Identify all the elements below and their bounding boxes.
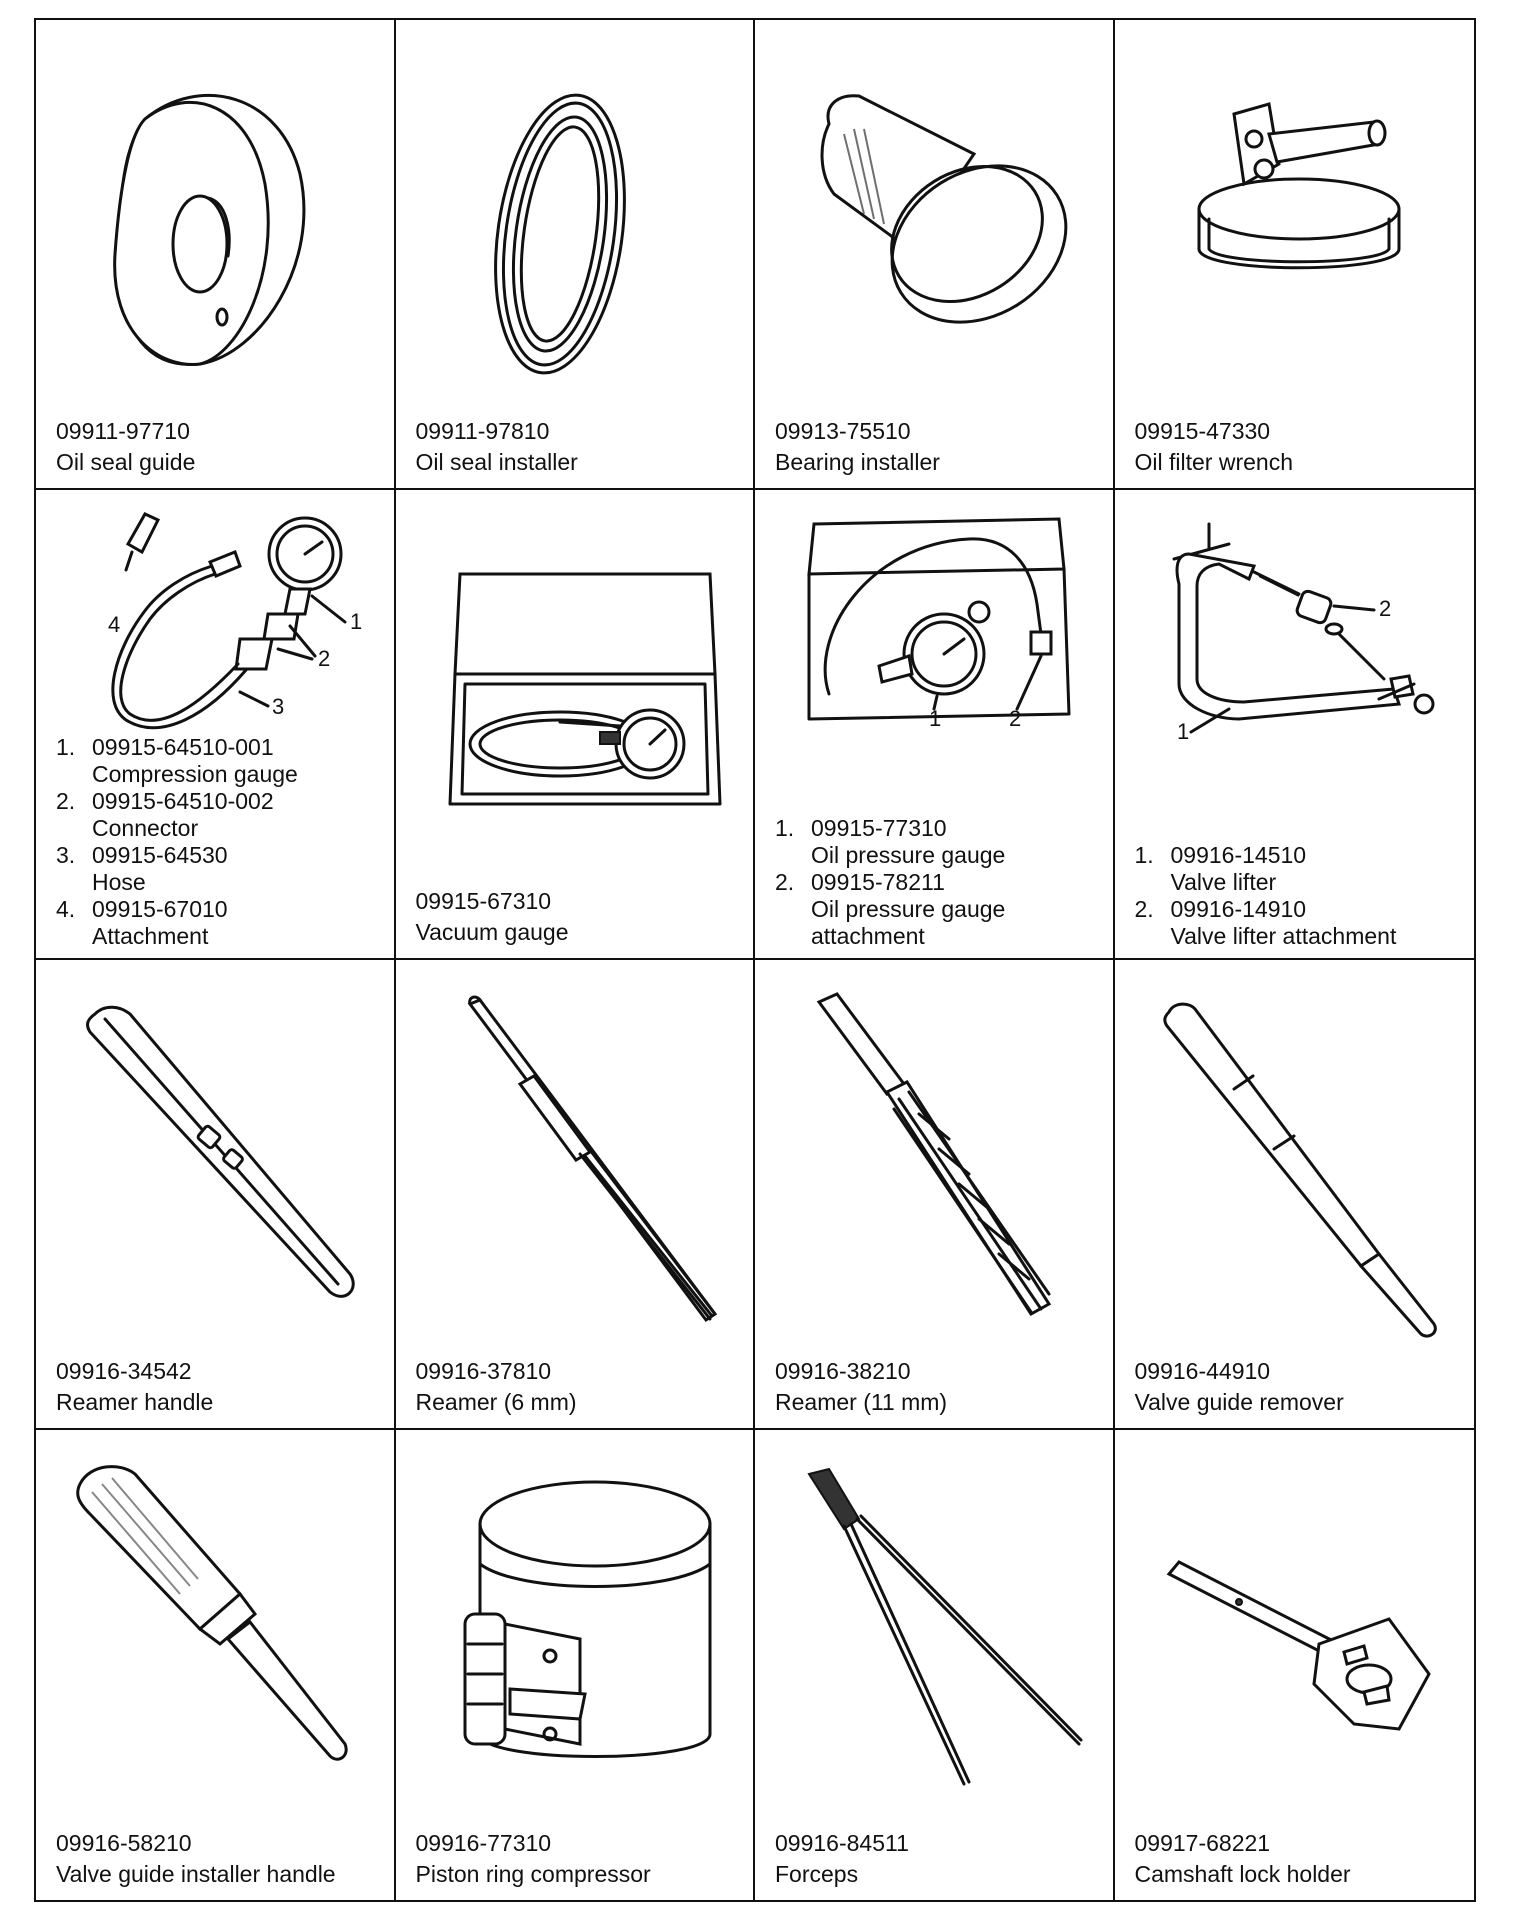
parts-list-item: 2. 09915-64510-002 bbox=[56, 788, 274, 814]
part-number: 09915-47330 bbox=[1134, 418, 1271, 444]
tool-caption bbox=[416, 886, 569, 948]
parts-list-item-name: Oil pressure gauge bbox=[811, 896, 1006, 922]
part-number: 09916-77310 bbox=[415, 1830, 552, 1856]
part-number: 09916-38210 bbox=[775, 1358, 911, 1384]
svg-text:2: 2 bbox=[1009, 706, 1022, 731]
valve-guide-remover-icon bbox=[1129, 974, 1459, 1354]
tool-caption bbox=[1135, 416, 1293, 478]
tool-name: Reamer handle bbox=[56, 1389, 214, 1415]
piston-ring-compressor-icon bbox=[410, 1444, 740, 1824]
svg-text:1: 1 bbox=[1176, 719, 1189, 744]
parts-list bbox=[56, 734, 298, 950]
parts-list-item-name: Compression gauge bbox=[92, 761, 298, 787]
tool-cell-valve-guide-installer-handle bbox=[36, 1430, 396, 1900]
part-number: 09915-67310 bbox=[415, 888, 552, 914]
parts-list-item: 1. 09915-77310 bbox=[775, 815, 947, 841]
oil-seal-installer-icon bbox=[410, 34, 740, 414]
valve-lifter-icon bbox=[1129, 504, 1459, 754]
tool-caption bbox=[416, 1356, 577, 1418]
oil-filter-wrench-icon bbox=[1129, 34, 1459, 414]
parts-list bbox=[1135, 842, 1397, 950]
tool-cell-forceps bbox=[755, 1430, 1115, 1900]
parts-list-item-name: Connector bbox=[92, 815, 199, 841]
tool-caption bbox=[56, 1828, 336, 1890]
forceps-icon bbox=[769, 1444, 1099, 1824]
part-number: 09911-97710 bbox=[56, 418, 190, 444]
tool-cell-oil-seal-installer bbox=[396, 20, 756, 490]
parts-list-item: 1. 09915-64510-001 bbox=[56, 734, 274, 760]
tool-cell-oil-pressure-gauge bbox=[755, 490, 1115, 960]
tool-cell-reamer-6mm bbox=[396, 960, 756, 1430]
svg-text:3: 3 bbox=[272, 694, 285, 719]
parts-list-item: 2. 09915-78211 bbox=[775, 869, 945, 895]
tool-name: Oil filter wrench bbox=[1134, 449, 1293, 475]
tool-cell-camshaft-lock-holder bbox=[1115, 1430, 1475, 1900]
tool-name: Bearing installer bbox=[775, 449, 940, 475]
parts-list-item: 3. 09915-64530 bbox=[56, 842, 228, 868]
svg-text:2: 2 bbox=[318, 646, 331, 671]
oil-pressure-gauge-icon bbox=[769, 504, 1099, 754]
tool-caption bbox=[416, 1828, 651, 1890]
part-number: 09911-97810 bbox=[415, 418, 550, 444]
parts-list-item-name: Valve lifter attachment bbox=[1170, 923, 1397, 949]
tool-caption bbox=[416, 416, 578, 478]
tool-cell-valve-guide-remover bbox=[1115, 960, 1475, 1430]
tool-name: Piston ring compressor bbox=[415, 1861, 651, 1887]
tool-name: Oil seal guide bbox=[56, 449, 196, 475]
svg-text:1: 1 bbox=[350, 609, 363, 634]
tool-name: Reamer (11 mm) bbox=[775, 1389, 948, 1415]
tool-caption bbox=[1135, 1828, 1351, 1890]
parts-list bbox=[775, 815, 1005, 950]
vacuum-gauge-icon bbox=[410, 504, 740, 884]
tool-name: Valve guide remover bbox=[1134, 1389, 1344, 1415]
parts-list-item: 1. 09916-14510 bbox=[1134, 842, 1307, 868]
reamer-handle-icon bbox=[50, 974, 380, 1354]
valve-guide-installer-handle-icon bbox=[50, 1444, 380, 1824]
parts-list-item: 2. 09916-14910 bbox=[1134, 896, 1307, 922]
tool-caption bbox=[56, 416, 195, 478]
tool-cell-reamer-11mm bbox=[755, 960, 1115, 1430]
special-tools-table bbox=[34, 18, 1476, 1902]
parts-list-item: 4. 09915-67010 bbox=[56, 896, 228, 922]
svg-text:1: 1 bbox=[929, 706, 942, 731]
reamer-11mm-icon bbox=[769, 974, 1099, 1354]
part-number: 09916-37810 bbox=[415, 1358, 552, 1384]
reamer-6mm-icon bbox=[410, 974, 740, 1354]
part-number: 09916-34542 bbox=[56, 1358, 192, 1384]
tool-caption bbox=[775, 416, 940, 478]
tool-name: Oil seal installer bbox=[415, 449, 578, 475]
part-number: 09916-58210 bbox=[56, 1830, 192, 1856]
bearing-installer-icon bbox=[769, 34, 1099, 414]
parts-list-item-name: Hose bbox=[92, 869, 146, 895]
part-number: 09917-68221 bbox=[1134, 1830, 1271, 1856]
parts-list-item-name: Valve lifter bbox=[1170, 869, 1277, 895]
tool-name: Vacuum gauge bbox=[415, 919, 569, 945]
tool-caption bbox=[775, 1356, 947, 1418]
tool-cell-valve-lifter bbox=[1115, 490, 1475, 960]
part-number: 09916-44910 bbox=[1134, 1358, 1271, 1384]
parts-list-item-name: attachment bbox=[811, 923, 925, 949]
svg-text:4: 4 bbox=[108, 612, 121, 637]
parts-list-item-name: Attachment bbox=[92, 923, 209, 949]
parts-list-item-name: Oil pressure gauge bbox=[811, 842, 1006, 868]
tool-caption bbox=[775, 1828, 909, 1890]
tool-name: Valve guide installer handle bbox=[56, 1861, 336, 1887]
compression-gauge-set-icon bbox=[50, 504, 380, 754]
tool-caption bbox=[56, 1356, 213, 1418]
tool-name: Reamer (6 mm) bbox=[415, 1389, 577, 1415]
tool-cell-vacuum-gauge bbox=[396, 490, 756, 960]
tool-cell-oil-seal-guide bbox=[36, 20, 396, 490]
tool-name: Camshaft lock holder bbox=[1134, 1861, 1351, 1887]
part-number: 09913-75510 bbox=[775, 418, 911, 444]
svg-text:2: 2 bbox=[1378, 596, 1391, 621]
tool-cell-reamer-handle bbox=[36, 960, 396, 1430]
tool-cell-bearing-installer bbox=[755, 20, 1115, 490]
tool-cell-piston-ring-compressor bbox=[396, 1430, 756, 1900]
camshaft-lock-holder-icon bbox=[1129, 1444, 1459, 1824]
tool-caption bbox=[1135, 1356, 1344, 1418]
tool-name: Forceps bbox=[775, 1861, 859, 1887]
part-number: 09916-84511 bbox=[775, 1830, 909, 1856]
tool-cell-oil-filter-wrench bbox=[1115, 20, 1475, 490]
tool-cell-compression-gauge-set bbox=[36, 490, 396, 960]
oil-seal-guide-icon bbox=[50, 34, 380, 414]
